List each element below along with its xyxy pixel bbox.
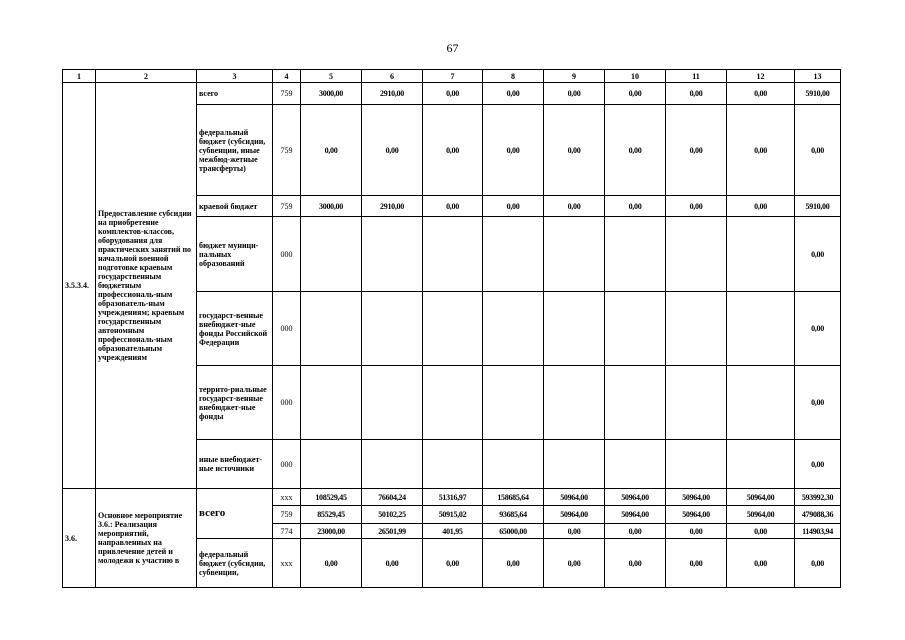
column-header: 9 (544, 70, 605, 83)
value-cell (605, 217, 666, 292)
column-header: 7 (423, 70, 483, 83)
funding-source: террито-риальные государст-венные внебюджет-ные фонды (197, 366, 273, 440)
column-header: 4 (273, 70, 301, 83)
value-cell (666, 217, 727, 292)
value-cell: 0,00 (727, 524, 795, 539)
funding-source: государст-венные внебюджет-ные фонды Российской Федерации (197, 292, 273, 366)
value-cell (727, 217, 795, 292)
value-cell: 0,00 (727, 196, 795, 217)
value-cell: 0,00 (795, 105, 841, 196)
value-cell: 65000,00 (483, 524, 544, 539)
value-cell: 93685,64 (483, 506, 544, 524)
funding-source: бюджет муници-пальных образований (197, 217, 273, 292)
value-cell: 0,00 (544, 524, 605, 539)
funding-source: иные внебюджет-ные источники (197, 440, 273, 489)
value-cell (727, 440, 795, 489)
row-code: 3.6. (63, 489, 96, 588)
column-header: 2 (96, 70, 197, 83)
value-cell: 0,00 (544, 539, 605, 588)
column-header: 6 (362, 70, 423, 83)
value-cell: 114903,94 (795, 524, 841, 539)
value-cell: 0,00 (423, 539, 483, 588)
funding-source: всего (197, 83, 273, 105)
value-cell (423, 217, 483, 292)
value-cell: 108529,45 (301, 489, 362, 506)
value-cell (362, 217, 423, 292)
value-cell: 0,00 (727, 83, 795, 105)
value-cell: 50964,00 (727, 489, 795, 506)
column-header: 11 (666, 70, 727, 83)
value-cell: 5910,00 (795, 83, 841, 105)
value-cell: 0,00 (795, 366, 841, 440)
value-cell (544, 366, 605, 440)
funding-source: федеральный бюджет (субсидии, субвенции, (197, 539, 273, 588)
value-cell: 0,00 (301, 105, 362, 196)
value-cell: 0,00 (544, 196, 605, 217)
value-cell: 0,00 (605, 105, 666, 196)
column-header: 3 (197, 70, 273, 83)
budget-code: 000 (273, 292, 301, 366)
value-cell: 0,00 (605, 524, 666, 539)
value-cell: 593992,30 (795, 489, 841, 506)
value-cell (727, 292, 795, 366)
value-cell: 0,00 (544, 105, 605, 196)
budget-code: ххх (273, 489, 301, 506)
column-header: 10 (605, 70, 666, 83)
value-cell: 0,00 (423, 105, 483, 196)
value-cell: 26501,99 (362, 524, 423, 539)
value-cell: 51316,97 (423, 489, 483, 506)
value-cell: 0,00 (362, 105, 423, 196)
value-cell: 5910,00 (795, 196, 841, 217)
column-header: 12 (727, 70, 795, 83)
value-cell (423, 440, 483, 489)
value-cell: 0,00 (423, 196, 483, 217)
value-cell: 0,00 (795, 292, 841, 366)
value-cell: 0,00 (483, 83, 544, 105)
budget-code: 759 (273, 506, 301, 524)
value-cell: 0,00 (483, 105, 544, 196)
budget-code: 759 (273, 83, 301, 105)
funding-source: краевой бюджет (197, 196, 273, 217)
table-row (63, 83, 841, 105)
value-cell: 50915,02 (423, 506, 483, 524)
budget-table (62, 69, 841, 588)
value-cell: 0,00 (666, 196, 727, 217)
value-cell: 50964,00 (605, 489, 666, 506)
value-cell (666, 292, 727, 366)
column-header: 8 (483, 70, 544, 83)
value-cell (727, 366, 795, 440)
value-cell: 0,00 (483, 196, 544, 217)
value-cell: 3000,00 (301, 83, 362, 105)
value-cell (605, 292, 666, 366)
value-cell: 0,00 (666, 105, 727, 196)
funding-source: всего (197, 489, 273, 539)
value-cell (666, 440, 727, 489)
value-cell: 50964,00 (544, 506, 605, 524)
row-code: 3.5.3.4. (63, 83, 96, 489)
value-cell: 0,00 (483, 539, 544, 588)
value-cell (301, 217, 362, 292)
value-cell: 0,00 (544, 83, 605, 105)
value-cell: 76604,24 (362, 489, 423, 506)
value-cell (301, 440, 362, 489)
value-cell: 2910,00 (362, 83, 423, 105)
value-cell (483, 217, 544, 292)
value-cell: 50964,00 (605, 506, 666, 524)
value-cell: 50102,25 (362, 506, 423, 524)
budget-code: 000 (273, 366, 301, 440)
budget-code: 774 (273, 524, 301, 539)
value-cell: 0,00 (795, 440, 841, 489)
budget-code: 000 (273, 440, 301, 489)
value-cell: 479088,36 (795, 506, 841, 524)
value-cell: 0,00 (423, 83, 483, 105)
value-cell: 158685,64 (483, 489, 544, 506)
header-row (63, 70, 841, 83)
value-cell: 50964,00 (727, 506, 795, 524)
budget-code: 759 (273, 105, 301, 196)
value-cell (301, 292, 362, 366)
value-cell (362, 440, 423, 489)
activity-name: Основное мероприятие 3.6.: Реализация мероприятий, направленных на привлечение детей и молодежи к участию в (96, 489, 197, 588)
value-cell: 0,00 (795, 217, 841, 292)
value-cell (544, 292, 605, 366)
column-header: 5 (301, 70, 362, 83)
budget-code: ххх (273, 539, 301, 588)
activity-name: Предоставление субсидии на приобретение комплектов-классов, оборудования для практических занятий по начальной военной подготовке краевым государственным бюджетным профессиональ-ным образователь-ным учреждениям; краевым государственным автономным профессиональ-ным образовательным учреждениям (96, 83, 197, 489)
value-cell (423, 292, 483, 366)
value-cell (483, 366, 544, 440)
value-cell: 0,00 (727, 105, 795, 196)
value-cell (544, 217, 605, 292)
value-cell: 0,00 (605, 539, 666, 588)
value-cell: 401,95 (423, 524, 483, 539)
value-cell (666, 366, 727, 440)
column-header: 13 (795, 70, 841, 83)
table-row (63, 489, 841, 506)
page-number: 67 (446, 41, 459, 55)
value-cell: 23000,00 (301, 524, 362, 539)
value-cell: 2910,00 (362, 196, 423, 217)
value-cell (362, 366, 423, 440)
value-cell (483, 292, 544, 366)
value-cell: 0,00 (301, 539, 362, 588)
value-cell: 0,00 (666, 524, 727, 539)
value-cell (605, 440, 666, 489)
value-cell: 50964,00 (544, 489, 605, 506)
budget-code: 759 (273, 196, 301, 217)
value-cell (605, 366, 666, 440)
value-cell (483, 440, 544, 489)
value-cell (301, 366, 362, 440)
budget-code: 000 (273, 217, 301, 292)
value-cell: 85529,45 (301, 506, 362, 524)
value-cell: 0,00 (727, 539, 795, 588)
value-cell: 50964,00 (666, 489, 727, 506)
value-cell: 0,00 (605, 196, 666, 217)
funding-source: федеральный бюджет (субсидии, субвенции, иные межбюд-жетные трансферты) (197, 105, 273, 196)
value-cell: 0,00 (362, 539, 423, 588)
value-cell (423, 366, 483, 440)
value-cell: 0,00 (795, 539, 841, 588)
value-cell (362, 292, 423, 366)
value-cell: 0,00 (666, 539, 727, 588)
value-cell: 50964,00 (666, 506, 727, 524)
column-header: 1 (63, 70, 96, 83)
value-cell: 0,00 (666, 83, 727, 105)
value-cell: 3000,00 (301, 196, 362, 217)
value-cell: 0,00 (605, 83, 666, 105)
value-cell (544, 440, 605, 489)
